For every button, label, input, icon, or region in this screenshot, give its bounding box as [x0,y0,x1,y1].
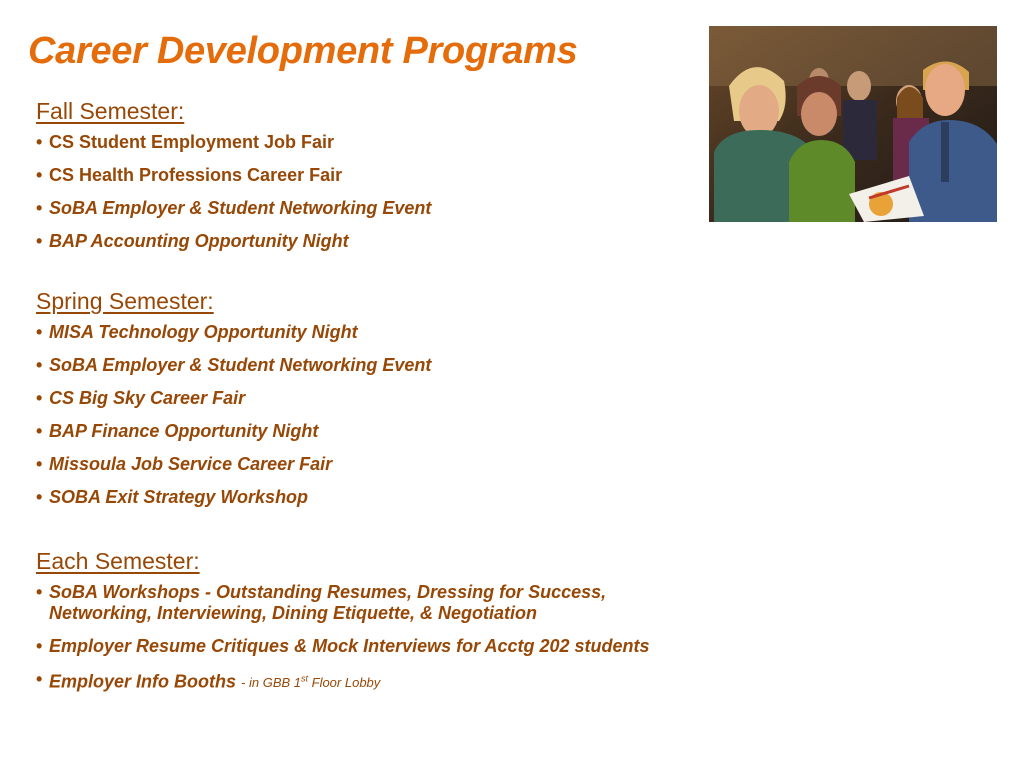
location-suffix: Floor Lobby [308,675,381,691]
info-booths-location [241,675,380,690]
each-semester-list [36,582,689,693]
fall-semester-heading: Fall Semester: [36,98,185,124]
list-item: • SoBA Employer & Student Networking Event [36,198,431,219]
list-item: • SoBA Employer & Student Networking Event [36,355,431,376]
list-item: • SOBA Exit Strategy Workshop [36,487,431,508]
list-item: • CS Student Employment Job Fair [36,132,431,153]
location-prefix: - in GBB 1 [241,675,301,691]
photo-illustration [709,26,997,222]
spring-semester-section [36,286,431,520]
page-title: Career Development Programs [28,30,578,72]
list-item [36,669,689,693]
spring-semester-heading: Spring Semester: [36,288,214,314]
list-item: • SoBA Workshops - Outstanding Resumes, Dressing for Success, Networking, Interviewing, Dining Etiquette, & Negotiation [36,582,689,624]
info-booths-label: Employer Info Booths [49,671,237,692]
list-item: • BAP Finance Opportunity Night [36,421,431,442]
list-item: • CS Health Professions Career Fair [36,165,431,186]
spring-semester-list [36,322,431,508]
fall-semester-list [36,132,431,252]
fall-semester-section [36,96,431,264]
each-semester-section [36,546,689,705]
each-semester-heading: Each Semester: [36,548,200,574]
list-item: • MISA Technology Opportunity Night [36,322,431,343]
list-item: • Missoula Job Service Career Fair [36,454,431,475]
list-item: • CS Big Sky Career Fair [36,388,431,409]
networking-event-photo [709,26,997,222]
location-superscript: st [301,674,309,684]
list-item: • BAP Accounting Opportunity Night [36,231,431,252]
list-item: • Employer Resume Critiques & Mock Interviews for Acctg 202 students [36,636,689,657]
